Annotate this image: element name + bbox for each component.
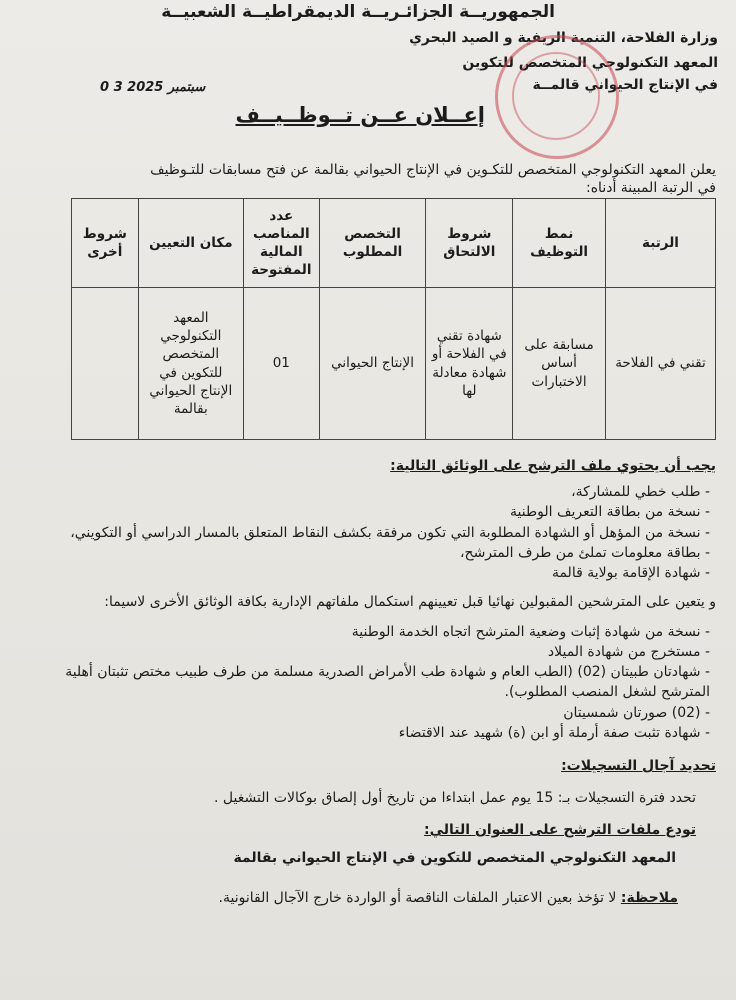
cell-other-conditions xyxy=(72,288,139,440)
accepted-document-item: - شهادة تثبت صفة أرملة أو ابن (ة) شهيد عند الاقتضاء xyxy=(398,725,710,741)
document-date: 0 3 سبتمبر 2025 xyxy=(100,80,206,95)
accepted-candidates-intro: و يتعين على المترشحين المقبولين نهائيا قبل تعيينهم استكمال ملفاتهم الإدارية بكافة الوثائق الأخرى لاسيما: xyxy=(104,594,716,610)
address-title: تودع ملفات الترشح على العنوان التالي: xyxy=(424,822,696,838)
deadline-title: تحديد آجال التسجيلات: xyxy=(561,758,716,774)
note-text: لا تؤخذ بعين الاعتبار الملفات الناقصة أو الواردة خارج الآجال القانونية. xyxy=(218,890,617,906)
deadline-text: تحدد فترة التسجيلات بـ: 15 يوم عمل ابتداءا من تاريخ أول إلصاق بوكالات التشغيل . xyxy=(214,790,696,806)
accepted-document-item: - (02) صورتان شمسيتان xyxy=(563,705,710,721)
note-label: ملاحظة: xyxy=(620,890,678,906)
institute-stamp xyxy=(495,35,619,159)
republic-title: الجمهوريــة الجزائـريــة الديمقراطيــة الشعبيــة xyxy=(161,2,555,22)
cell-conditions: شهادة تقني في الفلاحة أو شهادة معادلة لها xyxy=(426,288,513,440)
cell-recruitment-mode: مسابقة على أساس الاختبارات xyxy=(513,288,606,440)
announcement-title: إعــلان عــن تــوظــيــف xyxy=(235,103,485,127)
document-item: - بطاقة معلومات تملئ من طرف المترشح، xyxy=(460,545,710,561)
header-other-conditions: شروط أخرى xyxy=(72,199,139,288)
cell-assignment-place: المعهد التكنولوجي المتخصص للتكوين في الإنتاج الحيواني بقالمة xyxy=(138,288,243,440)
header-assignment-place: مكان التعيين xyxy=(138,199,243,288)
positions-table xyxy=(71,198,716,440)
accepted-document-item: - شهادتان طبيتان (02) (الطب العام و شهادة طب الأمراض الصدرية مسلمة من طرف طبيب مختص تثبتان أهلية xyxy=(65,664,710,680)
documents-title: يجب أن يحتوي ملف الترشح على الوثائق التالية: xyxy=(390,458,716,474)
address-text: المعهد التكنولوجي المتخصص للتكوين في الإنتاج الحيواني بقالمة xyxy=(233,850,676,866)
table-row xyxy=(72,288,716,440)
intro-line-1: يعلن المعهد التكنولوجي المتخصص للتكـوين في الإنتاج الحيواني بقالمة عن فتح مسابقات للتـوظيف xyxy=(150,162,716,178)
cell-rank: تقني في الفلاحة xyxy=(605,288,715,440)
institute-name-line1: المعهد التكنولوجي المتخصص للتكوين xyxy=(462,55,718,71)
cell-positions-count: 01 xyxy=(243,288,319,440)
document-item: - نسخة من المؤهل أو الشهادة المطلوبة التي تكون مرفقة بكشف النقاط المتعلق بالمسار الدراسي أو التكويني، xyxy=(70,525,710,541)
accepted-document-item: - مستخرج من شهادة الميلاد xyxy=(547,644,710,660)
accepted-document-item: - نسخة من شهادة إثبات وضعية المترشح اتجاه الخدمة الوطنية xyxy=(351,624,710,640)
document-item: - شهادة الإقامة بولاية قالمة xyxy=(551,565,710,581)
document-item: - طلب خطي للمشاركة، xyxy=(571,484,710,500)
header-specialty: التخصص المطلوب xyxy=(319,199,426,288)
intro-line-2: في الرتبة المبينة أدناه: xyxy=(586,180,716,196)
ministry-name: وزارة الفلاحة، التنمية الريفية و الصيد البحري xyxy=(409,30,718,46)
table-header-row xyxy=(72,199,716,288)
accepted-document-item-cont: المترشح لشغل المنصب المطلوب). xyxy=(504,684,710,700)
document-item: - نسخة من بطاقة التعريف الوطنية xyxy=(510,504,710,520)
cell-specialty: الإنتاج الحيواني xyxy=(319,288,426,440)
institute-name-line2: في الإنتاج الحيواني قالمــة xyxy=(532,77,718,93)
header-positions-count: عدد المناصب المالية المفتوحة xyxy=(243,199,319,288)
header-recruitment-mode: نمط التوظيف xyxy=(513,199,606,288)
header-rank: الرتبة xyxy=(605,199,715,288)
note xyxy=(219,890,678,906)
header-conditions: شروط الالتحاق xyxy=(426,199,513,288)
